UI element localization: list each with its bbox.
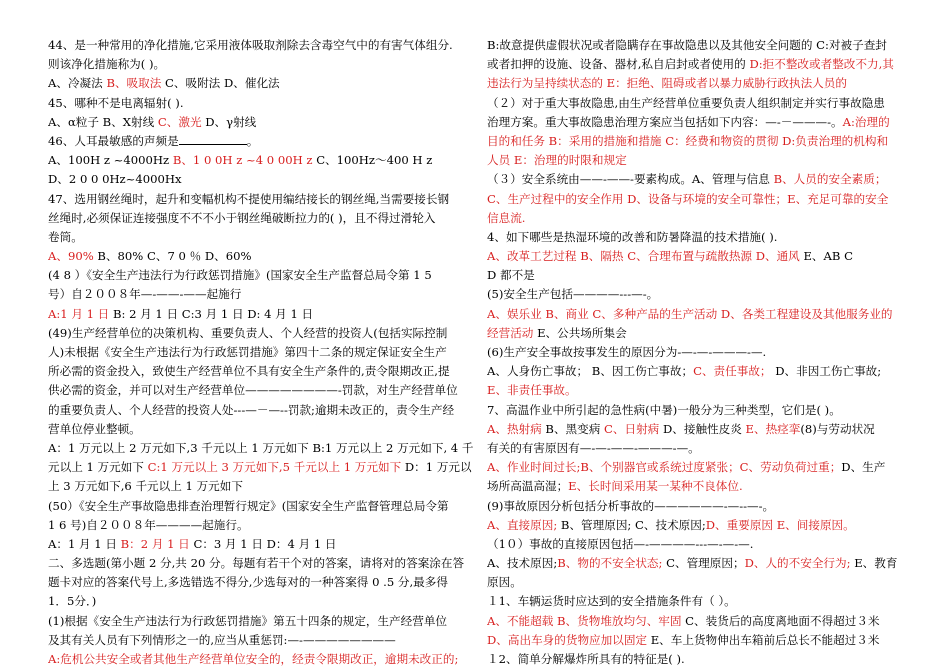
answer-highlight: 信息流. xyxy=(487,210,526,225)
text-line xyxy=(48,209,480,228)
text-line xyxy=(48,573,480,592)
text-line xyxy=(487,151,915,170)
text-line xyxy=(48,228,480,247)
text-segment: (49)生产经营单位的决策机构、重要负责人、个人经营的投资人(包括实际控制 xyxy=(48,325,448,340)
text-line xyxy=(487,420,915,439)
text-segment: E、公共场所集会 xyxy=(537,325,627,340)
text-line xyxy=(48,343,480,362)
text-segment: 号）自２００８年—-——-——起施行 xyxy=(48,287,242,302)
text-segment: B、80% C、7 0 ％ D、60% xyxy=(93,249,252,264)
text-segment: 或者扣押的设施、设备、器材,私自启封或者使用的 xyxy=(487,57,750,72)
answer-highlight: D、高出车身的货物应加以固定 xyxy=(487,632,648,647)
text-segment: 45、哪种不是电离辐射( ). xyxy=(48,95,184,110)
text-line xyxy=(48,439,480,458)
text-line xyxy=(487,458,915,477)
text-line xyxy=(48,401,480,420)
text-line xyxy=(487,362,915,381)
text-segment: 7、高温作业中所引起的急性病(中暑)一般分为三种类型，它们是( )。 xyxy=(487,402,841,417)
answer-highlight: A、作业时间过长;B、个别器官或系统过度紧张；C、劳动负荷过重； xyxy=(487,460,842,475)
answer-highlight: A、直接原因; xyxy=(487,517,558,532)
text-segment: （３）安全系统由——-——-要素构成。A、管理与信息 xyxy=(487,172,774,187)
answer-highlight: D、重要原因 E、间接原因。 xyxy=(705,517,855,532)
text-line xyxy=(48,592,480,611)
text-segment: 1．5分．) xyxy=(48,594,97,609)
answer-highlight: E、非责任事故。 xyxy=(487,383,577,398)
answer-highlight: 违法行为呈持续状态的 E：拒绝、阻碍或者以暴力威胁行政执法人员的 xyxy=(487,76,847,91)
text-line xyxy=(487,477,915,496)
text-segment: C：3 月 1 日 D：4 月 1 日 xyxy=(189,536,337,551)
text-segment: 47、选用钢丝绳时，起升和变幅机构不提使用编结接长的钢丝绳,当需要接长钢 xyxy=(48,191,450,206)
text-line xyxy=(48,535,480,554)
text-segment: 1 6 号)自２００８年————起施行。 xyxy=(48,517,249,532)
answer-highlight: 经营活动 xyxy=(487,325,538,340)
text-line xyxy=(487,36,915,55)
text-line xyxy=(487,573,915,592)
answer-highlight: D、人的不安全行为; xyxy=(744,556,851,571)
text-segment: (4 8 ）《安全生产违法行为行政惩罚措施》(国家安全生产监督总局令第 1 5 xyxy=(48,268,432,283)
text-line xyxy=(487,516,915,535)
text-line xyxy=(487,592,915,611)
text-line xyxy=(487,55,915,74)
text-segment: A、100H z ~4000Hz xyxy=(48,153,173,168)
text-line xyxy=(48,113,480,132)
text-segment: C、100Hz～400 H z xyxy=(312,153,433,168)
text-line xyxy=(487,132,915,151)
answer-highlight: 人员 E：治理的时限和规定 xyxy=(487,153,627,168)
answer-highlight: A:1 月 1 日 xyxy=(48,306,110,321)
text-line xyxy=(48,305,480,324)
text-line xyxy=(48,190,480,209)
text-line xyxy=(487,209,915,228)
right-column xyxy=(487,36,915,669)
text-line xyxy=(487,170,915,189)
text-segment: (9)事故原因分析包括分析事故的——————-—--—-。 xyxy=(487,498,775,513)
text-segment: (1)根据《安全生产违法行为行政惩罚措施》第五十四条的规定，生产经营单位 xyxy=(48,613,448,628)
answer-highlight: C、生产过程中的安全作用 D、设备与环境的安全可靠性；E、充足可靠的安全 xyxy=(487,191,889,206)
text-line xyxy=(487,324,915,343)
text-line xyxy=(487,190,915,209)
text-segment: (8)与劳动状况 xyxy=(800,421,875,436)
text-line xyxy=(487,631,915,650)
text-segment: 44、是一种常用的净化措施,它采用液体吸取剂除去含毒空气中的有害气体组分. xyxy=(48,38,453,52)
text-segment: 所必需的资金投入，致使生产经营单位不具有安全生产条件的,责令限期改正,提 xyxy=(48,364,450,379)
text-segment: C、管理原因； xyxy=(662,556,745,571)
text-segment: 治理方案。重大事故隐患治理方案应当包括如下内容：—-－———-。 xyxy=(487,114,843,129)
text-segment: D、接触性皮炎 xyxy=(659,421,746,436)
text-line xyxy=(487,285,915,304)
text-segment: 卷筒。 xyxy=(48,229,83,244)
text-line xyxy=(487,113,915,132)
text-line xyxy=(48,55,480,74)
text-segment: A：1 月 1 日 xyxy=(48,536,121,551)
answer-highlight: A、改革工艺过程 B、隔热 C、合理布置与疏散热源 D、通风 xyxy=(487,249,800,264)
text-segment: E、教育 xyxy=(850,556,898,571)
answer-highlight: C、责任事故； xyxy=(693,364,772,379)
text-line xyxy=(487,305,915,324)
text-line xyxy=(48,477,480,496)
text-segment: 营单位停业整顿。 xyxy=(48,421,141,436)
text-line xyxy=(48,362,480,381)
text-line xyxy=(487,650,915,669)
answer-highlight: A:危机公共安全或者其他生产经营单位安全的，经责令限期改正，逾期未改正的; xyxy=(48,652,459,666)
answer-highlight: A、热射病 xyxy=(487,421,542,436)
text-segment: 。 xyxy=(246,133,259,148)
text-line xyxy=(48,381,480,400)
text-segment: A、冷凝法 xyxy=(48,76,107,91)
text-segment: 元以上 1 万元如下 xyxy=(48,460,148,475)
text-line xyxy=(487,266,915,285)
text-line xyxy=(487,228,915,247)
text-segment: E、AB C xyxy=(799,249,853,264)
text-line xyxy=(48,612,480,631)
text-line xyxy=(487,554,915,573)
text-line xyxy=(48,554,480,573)
text-segment: 丝绳时,必须保证连接强度不不不小于钢丝绳破断拉力的( )，且不得过滑轮入 xyxy=(48,210,436,225)
answer-highlight: B、物的不安全状态; xyxy=(557,556,663,571)
text-segment: D、生产 xyxy=(841,460,886,475)
text-line xyxy=(48,266,480,285)
text-line xyxy=(48,170,480,189)
text-segment: B:故意提供虚假状况或者隐瞒存在事故隐患以及其他安全问题的 C:对被子查封 xyxy=(487,38,887,52)
answer-highlight: 目的和任务 B：采用的措施和措施 C：经费和物资的贯彻 D:负责治理的机构和 xyxy=(487,133,889,148)
text-line xyxy=(48,631,480,650)
text-line xyxy=(487,343,915,362)
text-segment: （２）对于重大事故隐患,由生产经营单位重要负责人组织制定并实行事故隐患 xyxy=(487,95,885,110)
text-segment: D、2 0 0 0Hz~4000Hx xyxy=(48,172,182,187)
text-segment: 供必需的资金，并可以对生产经营单位————————-罚款，对生产经营单位 xyxy=(48,383,458,398)
text-line xyxy=(48,132,480,151)
text-line xyxy=(48,650,480,669)
answer-highlight: D:拒不整改或者整改不力,其 xyxy=(749,57,894,72)
text-segment: (6)生产安全事故按事发生的原因分为-—-—-———-—. xyxy=(487,345,767,359)
text-segment: A、α粒子 B、X射线 xyxy=(48,114,158,129)
text-segment: 46、人耳最敏感的声频是 xyxy=(48,133,179,148)
text-segment: 人)未根据《安全生产违法行为行政惩罚措施》第四十二条的规定保证安全生产 xyxy=(48,345,447,359)
answer-highlight: B、吸取法 xyxy=(106,76,162,91)
answer-highlight: E、热痉挛 xyxy=(745,421,801,436)
text-line xyxy=(487,535,915,554)
answer-highlight: A、娱乐业 B、商业 C、多种产品的生产活动 D、各类工程建设及其他服务业的 xyxy=(487,306,893,321)
answer-highlight: C、日射病 xyxy=(604,421,660,436)
text-segment: A、人身伤亡事故； B、因工伤亡事故； xyxy=(487,364,694,379)
answer-highlight: B、人员的安全素质； xyxy=(773,172,887,187)
text-segment: E、车上货物伸出车箱前后总长不能超过３米 xyxy=(647,632,880,647)
answer-highlight: C:1 万元以上 3 万元如下,5 千元以上 1 万元如下 xyxy=(147,460,402,475)
answer-highlight: A:治理的 xyxy=(842,114,890,129)
text-segment: B: 2 月 1 日 C:3 月 1 日 D: 4 月 1 日 xyxy=(109,306,314,321)
text-line xyxy=(487,381,915,400)
text-segment: C、吸附法 D、催化法 xyxy=(161,76,280,91)
text-segment: 及其有关人员有下列情形之一的,应当从重惩罚:—-———————— xyxy=(48,632,396,647)
answer-blank xyxy=(179,132,247,145)
text-segment: (5)安全生产包括————---—-。 xyxy=(487,287,659,302)
text-segment: B、管理原因; C、技术原因; xyxy=(557,517,706,532)
text-segment: 原因。 xyxy=(487,575,522,590)
text-line xyxy=(48,516,480,535)
text-line xyxy=(48,285,480,304)
text-line xyxy=(48,151,480,170)
text-line xyxy=(48,324,480,343)
text-line xyxy=(48,497,480,516)
answer-highlight: A、90% xyxy=(48,249,94,264)
text-line xyxy=(487,94,915,113)
text-line xyxy=(487,612,915,631)
text-segment: 上 3 万元如下,6 千元以上 1 万元如下 xyxy=(48,479,243,494)
left-column xyxy=(48,36,480,669)
text-segment: （1０）事故的直接原因包括—-————---—-—-—. xyxy=(487,536,754,551)
text-line xyxy=(48,458,480,477)
text-segment: １1、车辆运货时应达到的安全措施条件有（ ）。 xyxy=(487,594,736,609)
text-line xyxy=(487,497,915,516)
text-segment: 题卡对应的答案代号上,多选错选不得分,少选每对的一种答案得 0 .5 分,最多得 xyxy=(48,575,448,590)
text-segment: 有关的有害原因有—-—-——-———-—。 xyxy=(487,440,700,455)
text-line xyxy=(487,439,915,458)
answer-highlight: B：2 月 1 日 xyxy=(120,536,190,551)
text-segment: 二、多选题(第小题 2 分,共 20 分。每题有若干个对的答案，请将对的答案涂在答 xyxy=(48,556,465,571)
answer-highlight: B、1 0 0H z ~4 0 00H z xyxy=(172,153,313,168)
text-segment: 则该净化措施称为( )。 xyxy=(48,57,166,72)
text-segment: D、γ射线 xyxy=(201,114,257,129)
text-line xyxy=(48,420,480,439)
answer-highlight: E、长时间采用某一某种不良体位. xyxy=(568,479,743,494)
text-segment: 4、如下哪些是热湿环境的改善和防暑降温的技术措施( ). xyxy=(487,229,778,244)
answer-highlight: C、激光 xyxy=(157,114,202,129)
text-segment: B、黑变病 xyxy=(541,421,605,436)
text-segment: A、技术原因; xyxy=(487,556,558,571)
text-line xyxy=(487,401,915,420)
text-line xyxy=(48,74,480,93)
text-segment: D：1 万元以 xyxy=(401,460,472,475)
text-line xyxy=(48,36,480,55)
text-segment: A：1 万元以上 2 万元如下,3 千元以上 1 万元如下 B:1 万元以上 2 万元如下, 4 千 xyxy=(48,440,474,455)
text-segment: (50）《安全生产事故隐患排查治理暂行规定》(国家安全生产监督管理总局令第 xyxy=(48,498,449,513)
answer-highlight: A、不能超载 B、货物堆放均匀、牢固 xyxy=(487,613,682,628)
text-line xyxy=(48,247,480,266)
text-line xyxy=(487,247,915,266)
text-segment: D、非因工伤亡事故; xyxy=(771,364,882,379)
text-segment: C、装货后的高度离地面不得超过３米 xyxy=(681,613,880,628)
text-segment: 场所高温高湿； xyxy=(487,479,569,494)
text-segment: 的重要负责人、个人经营的投资人处---—－—--罚款;逾期未改正的，责令生产经 xyxy=(48,402,455,417)
text-segment: １2、简单分解爆炸所具有的特征是( ). xyxy=(487,652,685,666)
text-segment: D 都不是 xyxy=(487,268,535,283)
text-line xyxy=(48,94,480,113)
text-line xyxy=(487,74,915,93)
